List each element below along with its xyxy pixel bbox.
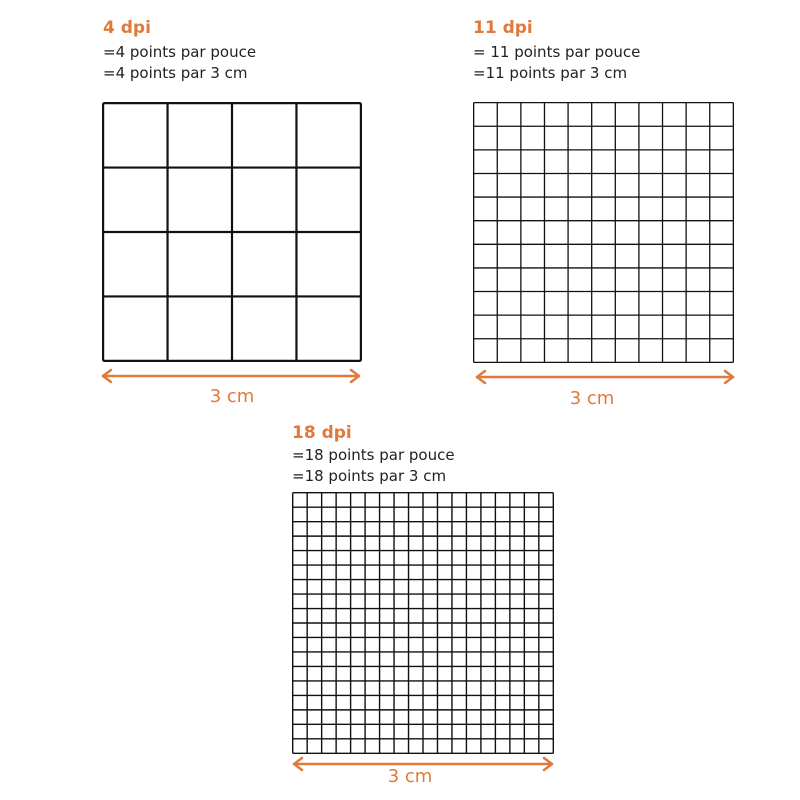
measure-arrow-4dpi	[100, 368, 362, 384]
panel-4dpi-line2: =4 points par 3 cm	[103, 64, 248, 82]
panel-11dpi-measure-label: 3 cm	[569, 388, 615, 409]
panel-18dpi-line1: =18 points par pouce	[292, 446, 455, 464]
panel-11dpi-title: 11 dpi	[473, 18, 533, 38]
panel-4dpi-measure-label: 3 cm	[209, 386, 255, 407]
grid-11dpi	[473, 102, 734, 363]
panel-18dpi-line2: =18 points par 3 cm	[292, 467, 447, 485]
grid-18dpi	[292, 492, 554, 754]
panel-4dpi-title: 4 dpi	[103, 18, 151, 38]
panel-4dpi-line1: =4 points par pouce	[103, 43, 257, 61]
measure-arrow-11dpi	[474, 369, 736, 385]
grid-4dpi	[102, 102, 362, 362]
panel-18dpi-measure-label: 3 cm	[387, 766, 433, 787]
panel-11dpi-line2: =11 points par 3 cm	[473, 64, 628, 82]
panel-18dpi-title: 18 dpi	[292, 423, 352, 443]
panel-11dpi-line1: = 11 points par pouce	[473, 43, 641, 61]
